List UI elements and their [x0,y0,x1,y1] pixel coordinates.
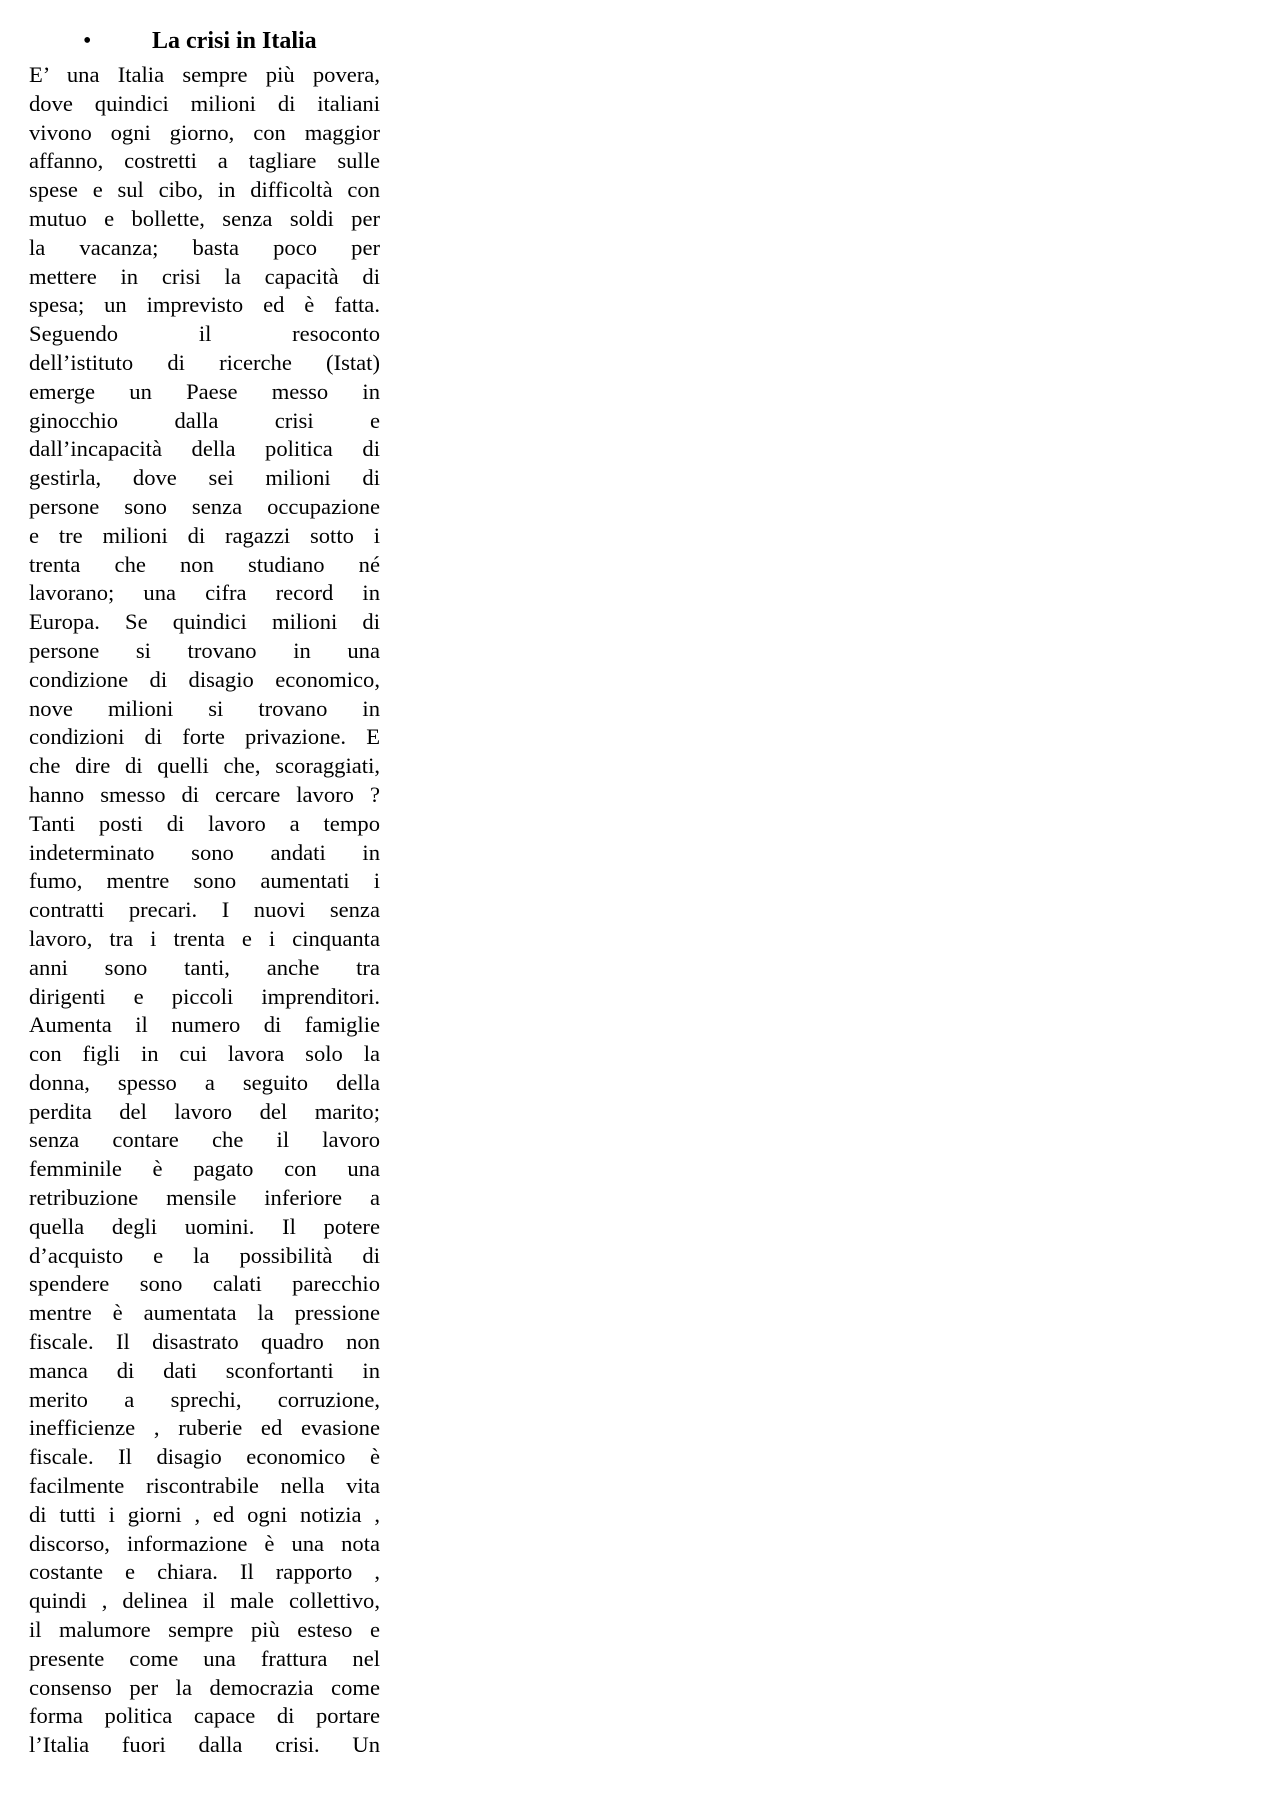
text-line: nove milioni si trovano in [29,695,380,721]
text-line: la vacanza; basta poco per [29,234,380,260]
text-line: dell’istituto di ricerche (Istat) [29,349,380,375]
text-line: discorso, informazione è una nota [29,1530,380,1556]
text-line: il malumore sempre più esteso e [29,1617,380,1643]
heading-title: La crisi in Italia [152,28,317,54]
section-heading [29,26,380,56]
text-line: Tanti posti di lavoro a tempo [29,810,380,836]
text-line: anni sono tanti, anche tra [29,954,380,980]
text-line: lavoro, tra i trenta e i cinquanta [29,925,380,951]
text-line: presente come una frattura nel [29,1645,380,1671]
text-line: fumo, mentre sono aumentati i [29,868,380,894]
body-text [29,61,380,1760]
text-line: Seguendo il resoconto [29,321,380,347]
text-line: persone sono senza occupazione [29,493,380,519]
text-line: emerge un Paese messo in [29,378,380,404]
text-line: femminile è pagato con una [29,1156,380,1182]
text-line: condizioni di forte privazione. E [29,724,380,750]
text-line: costante e chiara. Il rapporto , [29,1559,380,1585]
text-line: quindi , delinea il male collettivo, [29,1588,380,1614]
text-line: l’Italia fuori dalla crisi. Un [29,1732,380,1758]
text-line: spese e sul cibo, in difficoltà con [29,177,380,203]
text-line: che dire di quelli che, scoraggiati, [29,753,380,779]
text-line: e tre milioni di ragazzi sotto i [29,522,380,548]
text-line: indeterminato sono andati in [29,839,380,865]
text-line: fiscale. Il disagio economico è [29,1444,380,1470]
text-line: E’ una Italia sempre più povera, [29,62,380,87]
text-line: d’acquisto e la possibilità di [29,1242,380,1268]
text-line: forma politica capace di portare [29,1703,380,1729]
text-line: merito a sprechi, corruzione, [29,1386,380,1412]
text-line: facilmente riscontrabile nella vita [29,1473,380,1499]
text-line: trenta che non studiano né [29,551,380,577]
text-line: mentre è aumentata la pressione [29,1300,380,1326]
text-line: contratti precari. I nuovi senza [29,897,380,923]
text-line: spesa; un imprevisto ed è fatta. [29,292,380,318]
text-line: mutuo e bollette, senza soldi per [29,205,380,231]
text-line: ginocchio dalla crisi e [29,407,380,433]
text-line: fiscale. Il disastrato quadro non [29,1329,380,1355]
text-line: manca di dati sconfortanti in [29,1357,380,1383]
text-line: dirigenti e piccoli imprenditori. [29,983,380,1009]
text-line: con figli in cui lavora solo la [29,1041,380,1067]
text-line: Aumenta il numero di famiglie [29,1012,380,1038]
text-line: consenso per la democrazia come [29,1674,380,1700]
text-line: gestirla, dove sei milioni di [29,465,380,491]
text-line: dove quindici milioni di italiani [29,90,380,116]
bullet-icon: • [83,28,92,54]
text-line: senza contare che il lavoro [29,1127,380,1153]
text-line: donna, spesso a seguito della [29,1069,380,1095]
text-line: vivono ogni giorno, con maggior [29,119,380,145]
text-line: hanno smesso di cercare lavoro ? [29,781,380,807]
text-line: lavorano; una cifra record in [29,580,380,606]
text-line: perdita del lavoro del marito; [29,1098,380,1124]
text-line: persone si trovano in una [29,637,380,663]
text-line: retribuzione mensile inferiore a [29,1185,380,1211]
text-line: Europa. Se quindici milioni di [29,609,380,635]
text-line: quella degli uomini. Il potere [29,1213,380,1239]
text-line: affanno, costretti a tagliare sulle [29,148,380,174]
text-line: inefficienze , ruberie ed evasione [29,1415,380,1441]
text-line: di tutti i giorni , ed ogni notizia , [29,1501,380,1527]
text-line: mettere in crisi la capacità di [29,263,380,289]
text-line: spendere sono calati parecchio [29,1271,380,1297]
text-line: condizione di disagio economico, [29,666,380,692]
text-line: dall’incapacità della politica di [29,436,380,462]
